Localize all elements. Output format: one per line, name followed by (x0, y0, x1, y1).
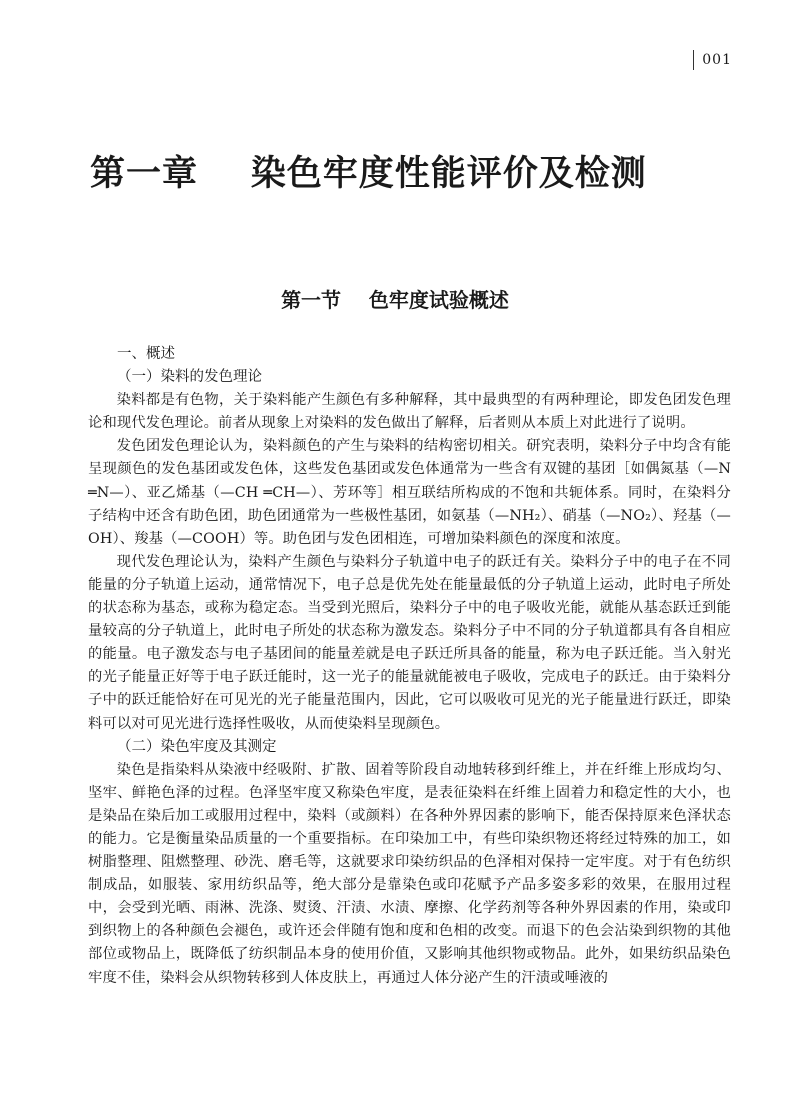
paragraph: 染色是指染料从染液中经吸附、扩散、固着等阶段自动地转移到纤维上，并在纤维上形成均匀、坚牢、鲜艳色泽的过程。色泽坚牢度又称染色牢度，是表征染料在纤维上固着力和稳定性的大小，也是染品在染后加工或服用过程中，染料（或颜料）在各种外界因素的影响下，能否保持原来色泽状态的能力。它是衡量染品质量的一个重要指标。在印染加工中，有些印染织物还将经过特殊的加工，如树脂整理、阻燃整理、砂洗、磨毛等，这就要求印染纺织品的色泽相对保持一定牢度。对于有色纺织制成品，如服装、家用纺织品等，绝大部分是靠染色或印花赋予产品多姿多彩的效果，在服用过程中，会受到光晒、雨淋、洗涤、熨烫、汗渍、水渍、摩擦、化学药剂等各种外界因素的作用，染或印到织物上的各种颜色会褪色，或许还会伴随有饱和度和色相的改变。而退下的色会沾染到织物的其他部位或物品上，既降低了纺织制品本身的使用价值，又影响其他织物或物品。此外，如果纺织品染色牢度不佳，染料会从织物转移到人体皮肤上，再通过人体分泌产生的汗渍或唾液的 (88, 761, 731, 986)
paragraph: 现代发色理论认为，染料产生颜色与染料分子轨道中电子的跃迁有关。染料分子中的电子在不同能量的分子轨道上运动，通常情况下，电子总是优先处在能量最低的分子轨道上运动，此时电子所处的状态称为基态，或称为稳定态。当受到光照后，染料分子中的电子吸收光能，就能从基态跃迁到能量较高的分子轨道上，此时电子所处的状态称为激发态。染料分子中不同的分子轨道都具有各自相应的能量。电子激发态与电子基团间的能量差就是电子跃迁所具备的能量，称为电子跃迁能。当入射光的光子能量正好等于电子跃迁能时，这一光子的能量就能被电子吸收，完成电子的跃迁。由于染料分子中的跃迁能恰好在可见光的光子能量范围内，因此，它可以吸收可见光的光子能量进行跃迁，即染料可以对可见光进行选择性吸收，从而使染料呈现颜色。 (88, 553, 731, 732)
page-header (693, 50, 732, 70)
body-content (88, 343, 731, 990)
header-divider (693, 50, 694, 70)
subheading-dye-color-theory: （一）染料的发色理论 (117, 369, 262, 386)
section-title: 第一节 色牢度试验概述 (281, 288, 509, 312)
paragraph: 发色团发色理论认为，染料颜色的产生与染料的结构密切相关。研究表明，染料分子中均含有能呈现颜色的发色基团或发色体，这些发色基团或发色体通常为一些含有双键的基团［如偶氮基（—N ═N—）、亚乙烯基（—CH ═CH—）、芳环等］相互联结所构成的不饱和共轭体系。同时，在染料分子结构中还含有助色团，助色团通常为一些极性基团，如氨基（—NH₂）、硝基（—NO₂）、羟基（—OH）、羧基（—COOH）等。助色团与发色团相连，可增加染料颜色的深度和浓度。 (88, 438, 731, 547)
heading-overview: 一、概述 (117, 346, 175, 362)
page-number: 001 (702, 52, 732, 68)
paragraph: 染料都是有色物，关于染料能产生颜色有多种解释，其中最典型的有两种理论，即发色团发色理论和现代发色理论。前者从现象上对染料的发色做出了解释，后者则从本质上对此进行了说明。 (88, 392, 731, 432)
chapter-title: 第一章 染色牢度性能评价及检测 (90, 154, 647, 194)
subheading-color-fastness: （二）染色牢度及其测定 (117, 738, 277, 755)
